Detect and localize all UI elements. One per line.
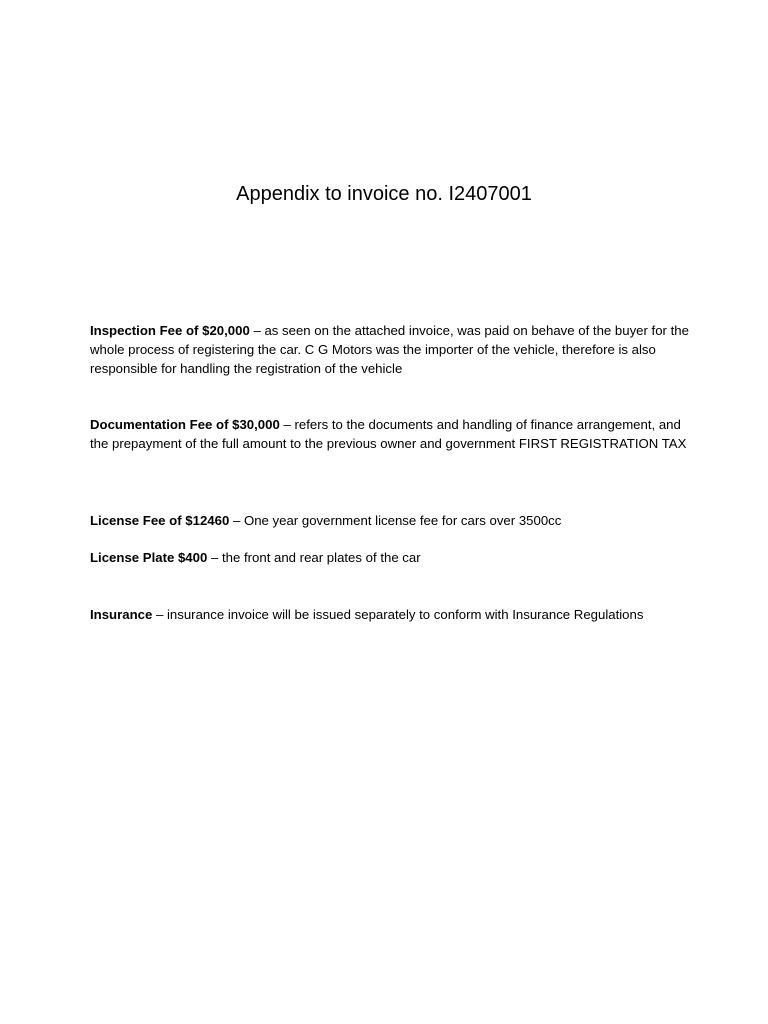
separator: – — [229, 513, 244, 528]
insurance-text: insurance invoice will be issued separately to conform with Insurance Regulations — [166, 607, 644, 622]
insurance-paragraph — [90, 605, 690, 624]
separator: – — [207, 550, 222, 565]
separator: – — [249, 323, 265, 338]
separator: – — [152, 607, 167, 622]
inspection-fee-text: as seen on the attached invoice, was paid on behave of the buyer for the whole process of registering the car. C G Motors was the importer of the vehicle, therefore is also responsible for handling the registration of the vehicle — [90, 323, 689, 376]
license-fee-paragraph — [90, 511, 690, 530]
inspection-fee-heading: Inspection Fee of $20,000 — [90, 323, 250, 338]
inspection-fee-paragraph — [90, 321, 690, 378]
documentation-fee-heading: Documentation Fee of $30,000 — [90, 417, 280, 432]
separator: – — [279, 417, 295, 432]
license-plate-paragraph — [90, 548, 690, 567]
documentation-fee-paragraph — [90, 415, 690, 453]
license-plate-heading: License Plate $400 — [90, 550, 208, 565]
license-plate-text: the front and rear plates of the car — [221, 550, 421, 565]
license-fee-heading: License Fee of $12460 — [90, 513, 230, 528]
insurance-heading: Insurance — [90, 607, 153, 622]
documentation-fee-text: refers to the documents and handling of finance arrangement, and the prepayment of the full amount to the previous owner and government FIRST REGISTRATION TAX — [90, 417, 687, 451]
page-title: Appendix to invoice no. I2407001 — [236, 183, 532, 205]
license-fee-text: One year government license fee for cars over 3500cc — [243, 513, 562, 528]
